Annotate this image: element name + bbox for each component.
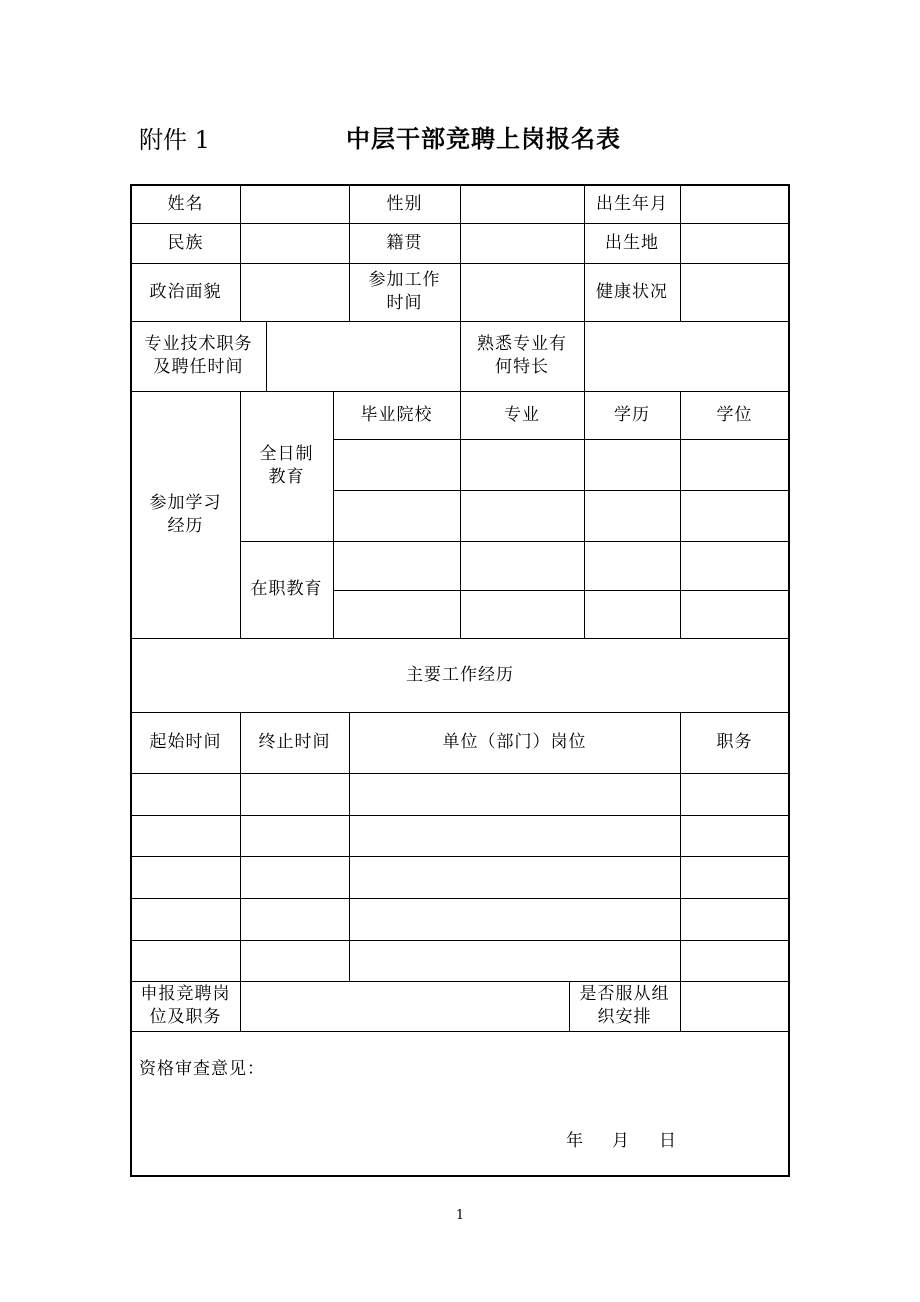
col-header-school: 毕业院校 xyxy=(360,404,433,425)
col-divider xyxy=(240,185,241,321)
col-divider xyxy=(460,185,461,321)
label-political-status: 政治面貌 xyxy=(149,281,222,302)
row-divider xyxy=(333,590,789,591)
label-applied-position-line2: 位及职务 xyxy=(149,1007,222,1027)
label-specialty-line1: 熟悉专业有 xyxy=(477,334,567,354)
label-birth-month: 出生年月 xyxy=(596,193,668,214)
label-specialty-line2: 何特长 xyxy=(495,357,549,377)
row-divider xyxy=(131,856,789,857)
col-header-major: 专业 xyxy=(504,404,540,425)
row-divider xyxy=(131,815,789,816)
label-native-place: 籍贯 xyxy=(386,232,423,253)
section-work-history: 主要工作经历 xyxy=(406,664,514,685)
col-divider xyxy=(680,185,681,321)
label-professional-title xyxy=(131,321,266,391)
col-header-degree-level: 学历 xyxy=(614,404,650,425)
label-obey-arrangement xyxy=(569,981,680,1031)
label-work-start-line1: 参加工作 xyxy=(368,270,441,290)
row-divider xyxy=(131,898,789,899)
row-divider xyxy=(131,773,789,774)
col-header-end-time: 终止时间 xyxy=(258,732,331,752)
label-work-start xyxy=(349,263,460,321)
row-divider xyxy=(333,439,789,440)
col-header-start-time: 起始时间 xyxy=(149,732,222,752)
col-header-unit-post: 单位（部门）岗位 xyxy=(442,732,587,752)
label-specialty xyxy=(460,321,584,391)
col-divider xyxy=(680,981,681,1031)
label-work-start-line2: 时间 xyxy=(386,293,423,313)
label-study-history-line1: 参加学习 xyxy=(149,492,222,513)
label-applied-position-line1: 申报竞聘岗 xyxy=(140,984,231,1004)
label-birthplace: 出生地 xyxy=(605,232,659,253)
label-study-history-line2: 经历 xyxy=(167,515,204,536)
date-month: 月 xyxy=(612,1130,630,1151)
label-health: 健康状况 xyxy=(596,281,668,302)
col-divider xyxy=(266,321,267,391)
date-year: 年 xyxy=(566,1130,584,1151)
label-obey-line2: 织安排 xyxy=(597,1007,652,1027)
label-fulltime-line2: 教育 xyxy=(268,467,305,487)
label-inservice-education: 在职教育 xyxy=(250,579,323,599)
row-divider xyxy=(131,940,789,941)
label-study-history xyxy=(131,391,240,638)
col-divider xyxy=(240,981,241,1031)
date-day: 日 xyxy=(659,1130,677,1151)
label-gender: 性别 xyxy=(386,193,423,214)
page-title: 中层干部竞聘上岗报名表 xyxy=(346,125,621,153)
attachment-label: 附件 1 xyxy=(139,126,210,154)
label-professional-title-line2: 及聘任时间 xyxy=(153,357,244,377)
label-applied-position xyxy=(131,981,240,1031)
label-ethnicity: 民族 xyxy=(167,232,204,253)
label-fulltime-education xyxy=(240,391,333,541)
row-divider xyxy=(131,1031,789,1032)
label-qualification-review: 资格审查意见： xyxy=(139,1058,265,1079)
col-divider xyxy=(584,321,585,391)
row-divider xyxy=(333,490,789,491)
col-header-degree: 学位 xyxy=(716,404,753,425)
label-professional-title-line1: 专业技术职务 xyxy=(144,334,253,354)
label-fulltime-line1: 全日制 xyxy=(259,444,314,464)
label-obey-line1: 是否服从组 xyxy=(579,984,670,1004)
page-number: 1 xyxy=(455,1208,465,1223)
col-header-duty: 职务 xyxy=(716,732,753,752)
label-name: 姓名 xyxy=(167,193,204,214)
